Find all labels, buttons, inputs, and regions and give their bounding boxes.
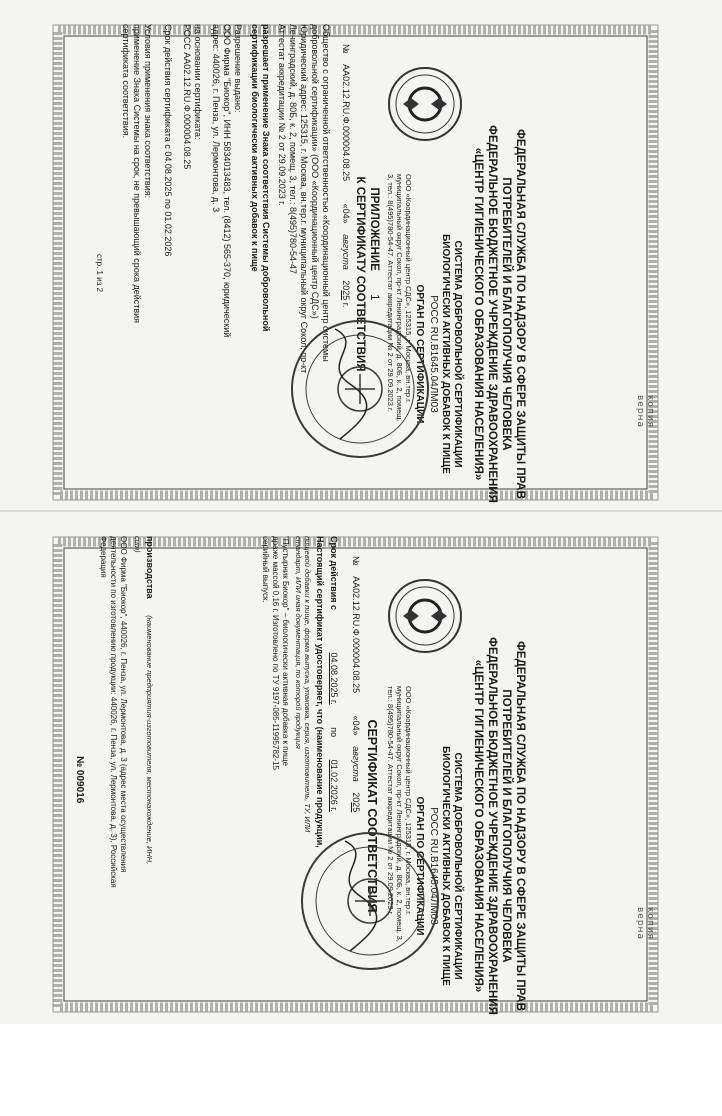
header-line-3: ФЕДЕРАЛЬНОЕ БЮДЖЕТНОЕ УЧРЕЖДЕНИЕ ЗДРАВООХРАНЕНИЯ [486,637,498,1015]
certificate-content [0,536,535,1015]
system-registration: РОСС RU.B1645.04ЛМ03 [428,295,439,413]
producer-label: производства [145,536,155,599]
header-line-1: ФЕДЕРАЛЬНАЯ СЛУЖБА ПО НАДЗОРУ В СФЕРЕ ЗАЩИТЫ ПРАВ [514,129,526,499]
certificate-title: СЕРТИФИКАТ СООТВЕТСТВИЯ [365,719,379,913]
organ-line-3: 3, тел.: 8(495)780-54-47. Аттестат аккредитации № 2 от 29.09.2023 г. [386,174,395,412]
organ-line-1: ООО «Координационный центр СДС», 125315, г. Москва, вн.тер.г. [404,174,413,404]
cert-number: АА02.12.RU.Ф.000004.08.25 [341,64,351,182]
header-line-3: ФЕДЕРАЛЬНОЕ БЮДЖЕТНОЕ УЧРЕЖДЕНИЕ ЗДРАВООХРАНЕНИЯ [486,125,498,503]
certify-line: Настоящий сертификат удостоверяет, что (наименование продукции, [315,536,325,848]
copy-verified-label: копия верна [635,395,655,429]
producer-hint-2: сит) [133,536,142,553]
body-line-4: Ленинградский, д. 80Б, к. 2, помещ. 3, тел.: 8(495)780-54-47 [288,24,298,275]
body-line-2: добровольной сертификации» (ООО «Координационный центр СДС») [310,24,320,319]
header-line-1: ФЕДЕРАЛЬНАЯ СЛУЖБА ПО НАДЗОРУ В СФЕРЕ ЗАЩИТЫ ПРАВ [514,641,526,1011]
date-year: 25 [341,290,351,301]
validity-line: Срок действия сертификата с 04.08.2025 по 01.02.2026 [163,24,173,257]
issued-line-1: Разрешение выдано: [233,24,243,113]
issued-line-3: адрес: 440026, г. Пенза, ул. Лермонтова, д. 3 [211,24,221,213]
conditions-line-3: сертификата соответствия. [121,24,131,139]
date-suffix: г. [341,302,351,308]
date-quote-close: » [341,218,351,224]
header-line-4: «ЦЕНТР ГИГИЕНИЧЕСКОГО ОБРАЗОВАНИЯ НАСЕЛЕНИЯ» [472,147,484,481]
system-line-2: БИОЛОГИЧЕСКИ АКТИВНЫХ ДОБАВОК К ПИЩЕ [440,746,451,986]
signature-mark [315,324,375,444]
date-year-prefix: 20 [351,792,361,803]
organ-line-3: тел.: 8(495)780-54-47. Аттестат аккредитации № 2 от 29.09.2023 г. [386,686,395,916]
conditions-line-2: применение Знака Системы на срок, не превышающий срока действия [132,24,142,324]
product-line-2: драже массой 0,16 г. Изготовлено по ТУ 9197-085-11995782-15 [271,536,280,770]
date-month: августа [341,234,351,270]
body-line-1: Общество с ограниченной ответственностью «Координационный центр системы [321,24,331,362]
date-quote-open: « [351,715,361,721]
permit-line-2: сертификации биологически активных добавок к пище [250,24,260,272]
validity-label: Срок действия с [329,536,339,610]
annex-subtitle: К СЕРТИФИКАТУ СООТВЕТСТВИЯ [354,176,366,372]
validity-row [328,536,339,812]
certificate-document [0,512,722,1024]
cert-no-label: № [351,556,361,566]
annex-title-text: ПРИЛОЖЕНИЕ [368,187,380,271]
date-year: 25 [351,802,361,813]
conditions-line-1: Условия применения знака соответствия: [143,24,153,199]
organ-line-2: муниципальный округ Сокол, пр-кт Ленинградский, д. 80Б, к. 2, помещ. [395,174,404,422]
system-line-2: БИОЛОГИЧЕСКИ АКТИВНЫХ ДОБАВОК К ПИЩЕ [440,234,451,474]
basis-line-1: на основании сертификата: [193,24,203,140]
body-line-5: Аттестат аккредитации № 2 от 29.09.2023 г. [277,24,287,206]
organ-line-1: ООО «Координационный центр СДС», 125315, г. Москва, вн.тер.г. [404,686,413,916]
annex-document [0,0,722,512]
certificate-number-row [350,556,361,812]
body-line-3: Юридический адрес: 125315, г. Москва, вн.тер.г. муниципальный округ Сокол, пр-кт [299,24,309,374]
system-line-1: СИСТЕМА ДОБРОВОЛЬНОЙ СЕРТИФИКАЦИИ [452,240,463,468]
annex-content [0,24,535,503]
date-quote-open: « [341,203,351,209]
date-quote-close: » [351,730,361,736]
header-line-2: ПОТРЕБИТЕЛЕЙ И БЛАГОПОЛУЧИЯ ЧЕЛОВЕКА [500,177,512,451]
issued-line-2: ООО Фирма "Биокор", ИНН 5834013483, тел. (8412) 565-370, юридический [222,24,232,338]
certify-hint-1: пищевой добавки к пище, форма выпуска, упаковка, серия, изготовитель, ТУ, ИЛИ [303,536,312,833]
header-line-2: ПОТРЕБИТЕЛЕЙ И БЛАГОПОЛУЧИЯ ЧЕЛОВЕКА [500,689,512,963]
system-line-1: СИСТЕМА ДОБРОВОЛЬНОЙ СЕРТИФИКАЦИИ [452,752,463,980]
emblem-icon [385,576,465,656]
cert-no-label: № [341,44,351,54]
emblem-icon [385,64,465,144]
signature-mark [325,836,385,956]
header-line-4: «ЦЕНТР ГИГИЕНИЧЕСКОГО ОБРАЗОВАНИЯ НАСЕЛЕНИЯ» [472,659,484,993]
date-day: 04 [341,208,351,219]
system-registration: РОСС RU.B1645.04ЛМ03 [428,807,439,925]
copy-verified-label: копия верна [635,907,655,941]
validity-from: 04.08.2025 г. [329,652,339,705]
validity-to: 01.02.2026 г. [329,759,339,812]
product-line-3: серийный выпуск. [261,536,270,603]
date-year-prefix: 20 [341,280,351,291]
producer-line-3: Федерация [99,536,108,578]
organ-title: ОРГАН ПО СЕРТИФИКАЦИИ [414,796,425,936]
producer-row [144,536,155,864]
validity-to-label: по [329,727,339,738]
cert-number: АА02.12.RU.Ф.000004.08.25 [351,576,361,694]
page-number: стр. 1 из 2 [95,254,104,293]
date-day: 04 [351,720,361,731]
product-line-1: "Пустырник Биокор" – биологически активная добавка к пище [281,536,290,766]
form-serial-number: № 009016 [74,756,85,804]
producer-line-1: ООО Фирма "Биокор", 440026, г. Пенза, ул. Лермонтова, д. 3 (адрес места осуществления [119,536,128,873]
annex-number: 1 [368,294,380,301]
basis-line-2: РОСС АА02.12.RU.Ф.000004.08.25 [182,24,192,170]
organ-line-2: муниципальный округ Сокол, пр-кт Ленинградский, д. 80Б, к. 2, помещ. 3, [395,686,404,942]
annex-title [367,154,381,334]
producer-line-2: деятельности по изготовлению продукции: 440026, г. Пенза, ул. Лермонтова, д. 3), Российская [109,536,118,888]
producer-hint: (наименование предприятия-изготовителя, местонахождение, ИНН, [145,615,154,865]
certificate-number-row [340,44,351,307]
organ-title: ОРГАН ПО СЕРТИФИКАЦИИ [414,284,425,424]
date-month: августа [351,746,361,782]
permit-line-1: разрешает применение Знака соответствия Системы добровольной [261,24,271,332]
certify-hint-2: стандарт, ИЛИ иная документация, по которой продукция [294,536,303,749]
